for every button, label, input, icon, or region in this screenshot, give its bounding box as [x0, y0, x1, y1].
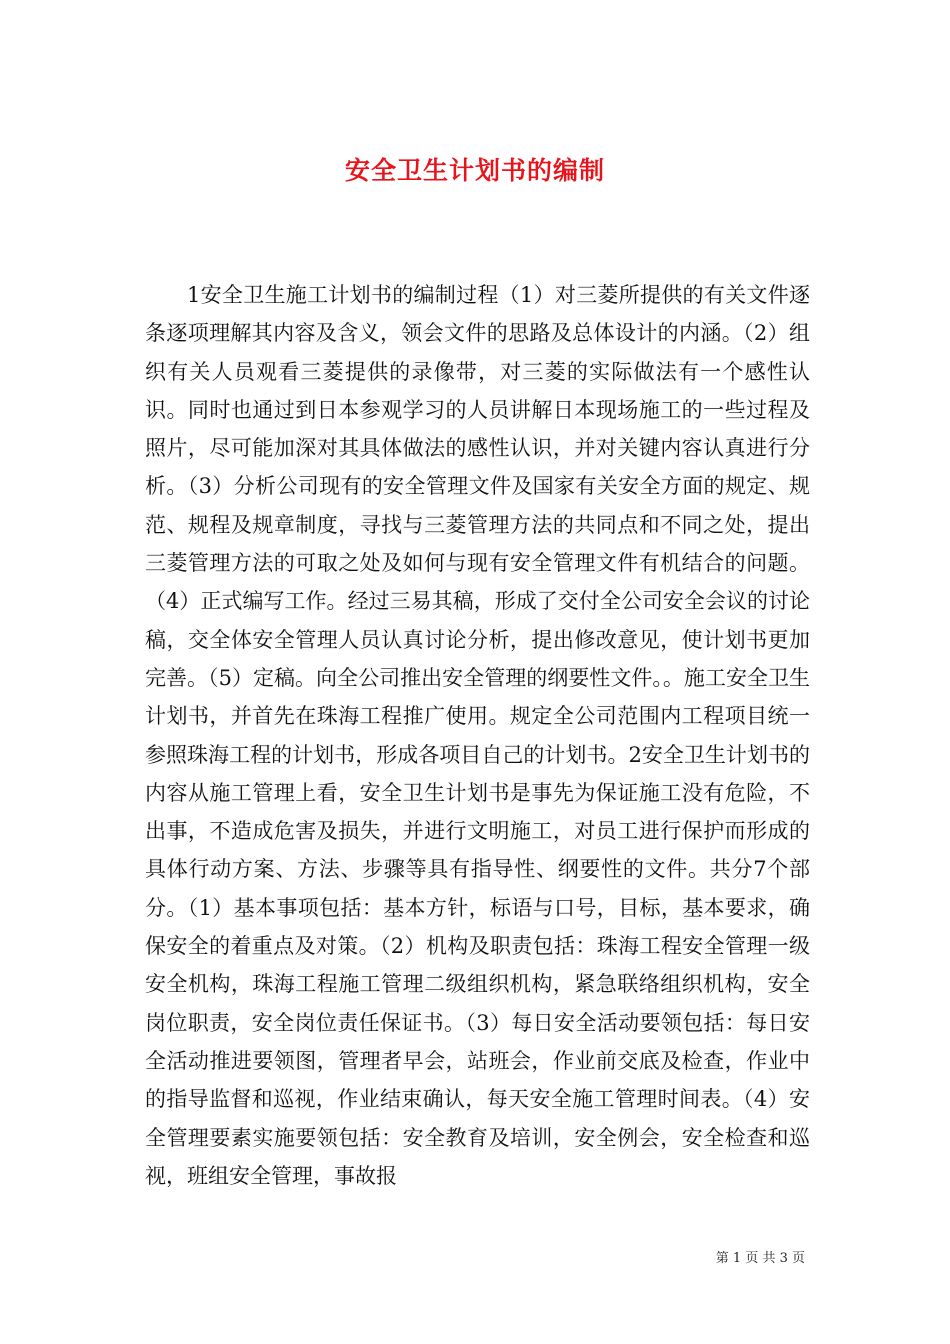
- body-paragraph: 1安全卫生施工计划书的编制过程（1）对三菱所提供的有关文件逐条逐项理解其内容及含义，领会文件的思路及总体设计的内涵。（2）组织有关人员观看三菱提供的录像带，对三菱的实际做法有一个感性认识。同时也通过到日本参观学习的人员讲解日本现场施工的一些过程及照片，尽可能加深对其具体做法的感性认识，并对关键内容认真进行分析。（3）分析公司现有的安全管理文件及国家有关安全方面的规定、规范、规程及规章制度，寻找与三菱管理方法的共同点和不同之处，提出三菱管理方法的可取之处及如何与现有安全管理文件有机结合的问题。（4）正式编写工作。经过三易其稿，形成了交付全公司安全会议的讨论稿，交全体安全管理人员认真讨论分析，提出修改意见，使计划书更加完善。（5）定稿。向全公司推出安全管理的纲要性文件。。施工安全卫生计划书，并首先在珠海工程推广使用。规定全公司范围内工程项目统一参照珠海工程的计划书，形成各项目自己的计划书。2安全卫生计划书的内容从施工管理上看，安全卫生计划书是事先为保证施工没有危险，不出事，不造成危害及损失，并进行文明施工，对员工进行保护而形成的具体行动方案、方法、步骤等具有指导性、纲要性的文件。共分7个部分。（1）基本事项包括：基本方针，标语与口号，目标，基本要求，确保安全的着重点及对策。（2）机构及职责包括：珠海工程安全管理一级安全机构，珠海工程施工管理二级组织机构，紧急联络组织机构，安全岗位职责，安全岗位责任保证书。（3）每日安全活动要领包括：每日安全活动推进要领图，管理者早会，站班会，作业前交底及检查，作业中的指导监督和巡视，作业结束确认，每天安全施工管理时间表。（4）安全管理要素实施要领包括：安全教育及培训，安全例会，安全检查和巡视，班组安全管理，事故报: [145, 283, 810, 1188]
- page-title: 安全卫生计划书的编制: [344, 155, 605, 185]
- page-number: 第 1 页 共 3 页: [715, 1251, 805, 1266]
